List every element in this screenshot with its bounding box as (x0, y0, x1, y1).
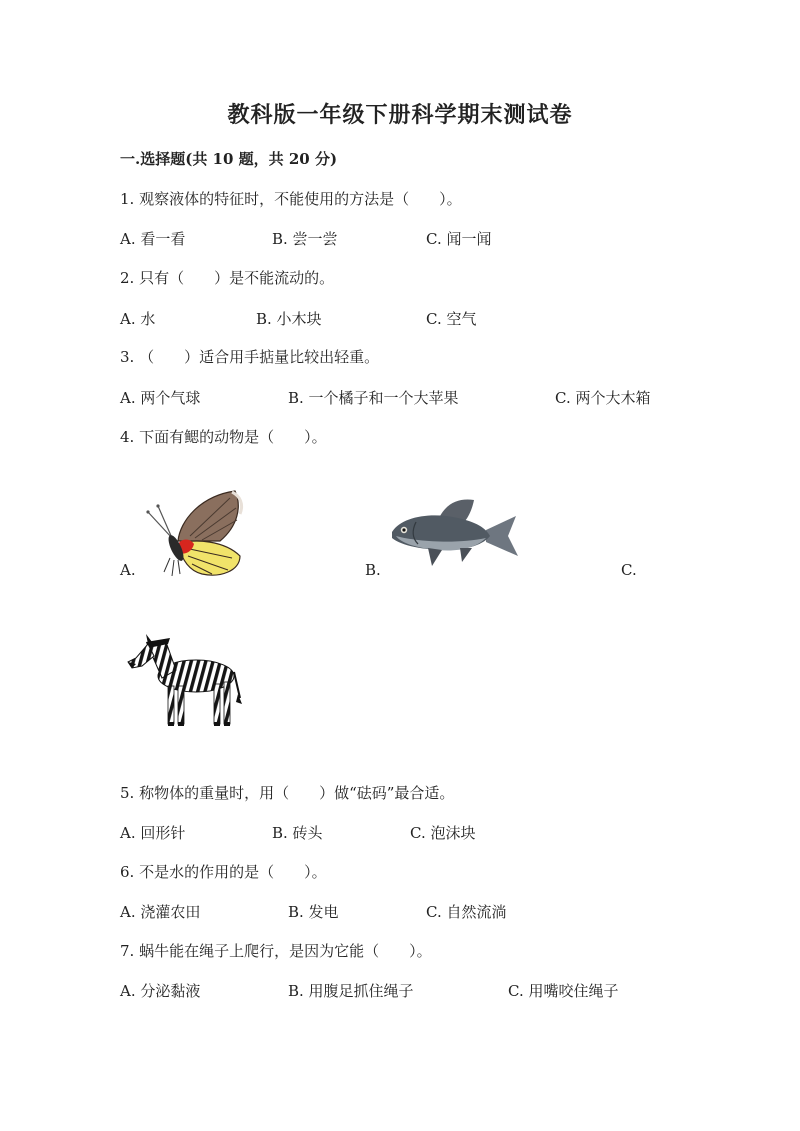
question-5: 5. 称物体的重量时，用（ ）做“砝码”最合适。 (120, 784, 455, 802)
butterfly-image (140, 486, 255, 581)
q5-option-c[interactable]: C. 泡沫块 (410, 824, 476, 842)
question-7: 7. 蜗牛能在绳子上爬行，是因为它能（ ）。 (120, 942, 432, 960)
page-title: 教科版一年级下册科学期末测试卷 (227, 102, 573, 128)
fish-image (388, 494, 520, 576)
q5-option-a[interactable]: A. 回形针 (120, 824, 186, 842)
q4-option-c[interactable]: C. (621, 561, 637, 579)
question-1: 1. 观察液体的特征时，不能使用的方法是（ ）。 (120, 190, 462, 208)
q1-option-a[interactable]: A. 看一看 (120, 230, 186, 248)
zebra-image (126, 628, 246, 730)
q6-option-c[interactable]: C. 自然流淌 (426, 903, 507, 921)
question-6: 6. 不是水的作用的是（ ）。 (120, 863, 327, 881)
q3-option-a[interactable]: A. 两个气球 (120, 389, 201, 407)
q7-option-a[interactable]: A. 分泌黏液 (120, 982, 201, 1000)
q4-option-b[interactable]: B. (365, 561, 381, 579)
q2-option-b[interactable]: B. 小木块 (256, 310, 322, 328)
q6-option-b[interactable]: B. 发电 (288, 903, 339, 921)
q1-option-c[interactable]: C. 闻一闻 (426, 230, 492, 248)
question-4: 4. 下面有鳃的动物是（ ）。 (120, 428, 327, 446)
q6-option-a[interactable]: A. 浇灌农田 (120, 903, 201, 921)
q5-option-b[interactable]: B. 砖头 (272, 824, 323, 842)
question-2: 2. 只有（ ）是不能流动的。 (120, 269, 335, 287)
q7-option-b[interactable]: B. 用腹足抓住绳子 (288, 982, 414, 1000)
q1-option-b[interactable]: B. 尝一尝 (272, 230, 338, 248)
question-3: 3. （ ）适合用手掂量比较出轻重。 (120, 348, 380, 366)
q3-option-c[interactable]: C. 两个大木箱 (555, 389, 651, 407)
q2-option-a[interactable]: A. 水 (120, 310, 156, 328)
q7-option-c[interactable]: C. 用嘴咬住绳子 (508, 982, 619, 1000)
q4-option-a[interactable]: A. (120, 561, 136, 579)
section-heading: 一.选择题(共 10 题，共 20 分) (120, 150, 338, 168)
q3-option-b[interactable]: B. 一个橘子和一个大苹果 (288, 389, 459, 407)
q2-option-c[interactable]: C. 空气 (426, 310, 477, 328)
